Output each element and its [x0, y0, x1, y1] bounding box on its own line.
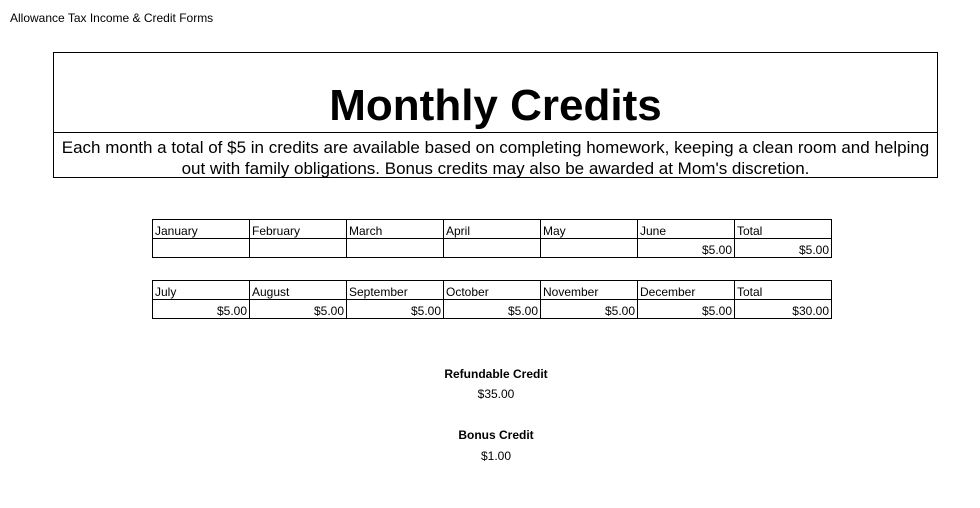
- table-cell: $5.00: [638, 300, 735, 319]
- table-cell: $5.00: [541, 300, 638, 319]
- column-header: February: [250, 220, 347, 239]
- table-cell: $5.00: [638, 239, 735, 258]
- column-header: December: [638, 281, 735, 300]
- column-header: September: [347, 281, 444, 300]
- column-header: October: [444, 281, 541, 300]
- column-header: November: [541, 281, 638, 300]
- column-header: July: [153, 281, 250, 300]
- table-cell: $30.00: [735, 300, 832, 319]
- refundable-credit-label: Refundable Credit: [444, 367, 548, 381]
- table-cell: [444, 239, 541, 258]
- table-row: [153, 300, 832, 319]
- column-header: May: [541, 220, 638, 239]
- column-header: Total: [735, 220, 832, 239]
- first-half-table: [152, 219, 832, 258]
- document-title: Allowance Tax Income & Credit Forms: [10, 11, 214, 25]
- table-row: [153, 239, 832, 258]
- second-half-table: [152, 280, 832, 319]
- column-header: August: [250, 281, 347, 300]
- table-cell: [250, 239, 347, 258]
- bonus-credit-value: $1.00: [480, 449, 512, 463]
- table-cell: [153, 239, 250, 258]
- bonus-credit-label: Bonus Credit: [458, 428, 534, 442]
- column-header: Total: [735, 281, 832, 300]
- table-header-row: [153, 281, 832, 300]
- header-description: Each month a total of $5 in credits are available based on completing homework, keeping a clean room and helping out with family obligations. Bonus credits may also be awarded at Mom's discretion.: [54, 132, 937, 177]
- table-cell: $5.00: [250, 300, 347, 319]
- table-cell: [541, 239, 638, 258]
- table-cell: $5.00: [153, 300, 250, 319]
- page-title: Monthly Credits: [329, 81, 662, 130]
- table-cell: $5.00: [347, 300, 444, 319]
- refundable-credit-value: $35.00: [477, 387, 515, 401]
- column-header: March: [347, 220, 444, 239]
- column-header: January: [153, 220, 250, 239]
- column-header: June: [638, 220, 735, 239]
- table-cell: $5.00: [735, 239, 832, 258]
- header-box: [53, 52, 938, 178]
- table-header-row: [153, 220, 832, 239]
- table-cell: [347, 239, 444, 258]
- table-cell: $5.00: [444, 300, 541, 319]
- column-header: April: [444, 220, 541, 239]
